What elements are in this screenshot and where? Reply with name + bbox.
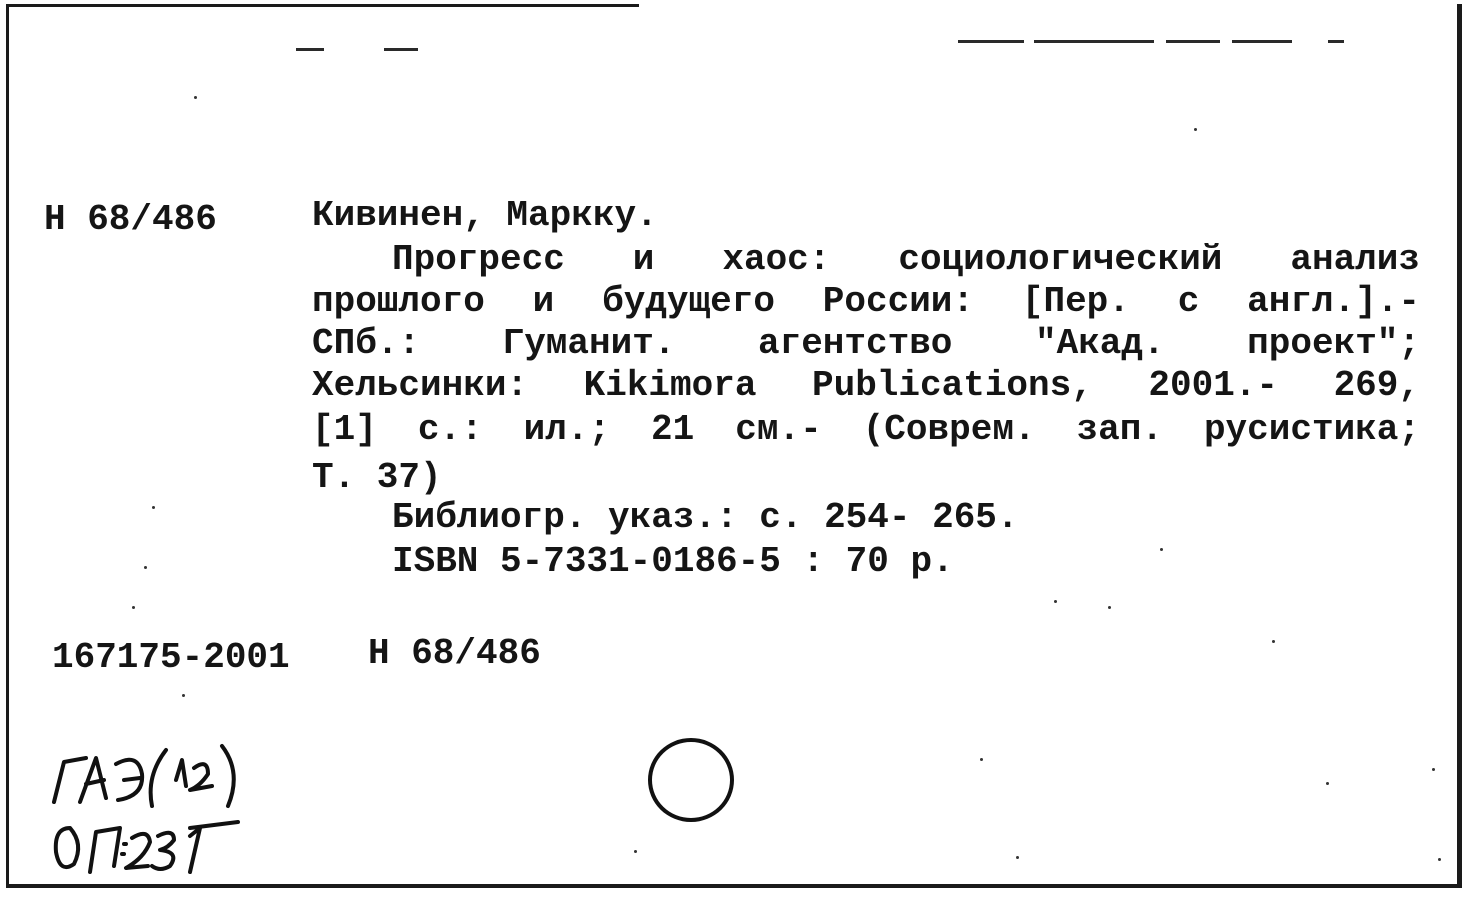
scan-speck xyxy=(1160,548,1163,551)
scan-dash xyxy=(1328,40,1344,43)
collation-line: [1] с.: ил.; 21 см.- (Соврем. зап. русистика; xyxy=(312,409,1420,450)
shelf-mark: Н 68/486 xyxy=(44,199,217,240)
scan-speck xyxy=(1438,858,1441,861)
imprint-line-2: Хельсинки: Kikimora Publications, 2001.- 269, xyxy=(312,365,1420,406)
scan-speck xyxy=(144,566,147,569)
scan-dash xyxy=(958,40,1024,43)
scan-speck xyxy=(152,506,155,509)
scan-speck xyxy=(1272,640,1275,643)
card-top-edge xyxy=(9,4,639,7)
scan-dash xyxy=(296,48,324,51)
scan-speck xyxy=(1432,768,1435,771)
series-line: Т. 37) xyxy=(312,457,442,498)
author-heading: Кивинен, Маркку. xyxy=(312,195,658,236)
inventory-number: 167175-2001 xyxy=(52,637,290,678)
scan-speck xyxy=(980,758,983,761)
title-line-1: Прогресс и хаос: социологический анализ xyxy=(392,239,1420,280)
bibliography-note: Библиогр. указ.: с. 254- 265. xyxy=(392,497,1019,538)
punch-hole-circle xyxy=(648,738,734,822)
scan-speck xyxy=(132,606,135,609)
imprint-line-1: СПб.: Гуманит. агентство "Акад. проект"; xyxy=(312,323,1420,364)
scan-speck xyxy=(1054,600,1057,603)
scan-dash xyxy=(384,48,418,51)
scan-speck xyxy=(194,96,197,99)
scan-speck xyxy=(182,694,185,697)
scan-speck xyxy=(634,850,637,853)
scan-dash xyxy=(1232,40,1292,43)
scan-speck xyxy=(1194,128,1197,131)
inventory-shelf-mark: Н 68/486 xyxy=(368,633,541,674)
scan-speck xyxy=(1016,856,1019,859)
handwritten-note xyxy=(40,740,280,880)
scan-dash xyxy=(1034,40,1154,43)
isbn-price: ISBN 5-7331-0186-5 : 70 р. xyxy=(392,541,954,582)
scan-speck xyxy=(1108,606,1111,609)
scan-speck xyxy=(1326,782,1329,785)
scan-dash xyxy=(1166,40,1220,43)
title-line-2: прошлого и будущего России: [Пер. с англ.].- xyxy=(312,281,1420,322)
